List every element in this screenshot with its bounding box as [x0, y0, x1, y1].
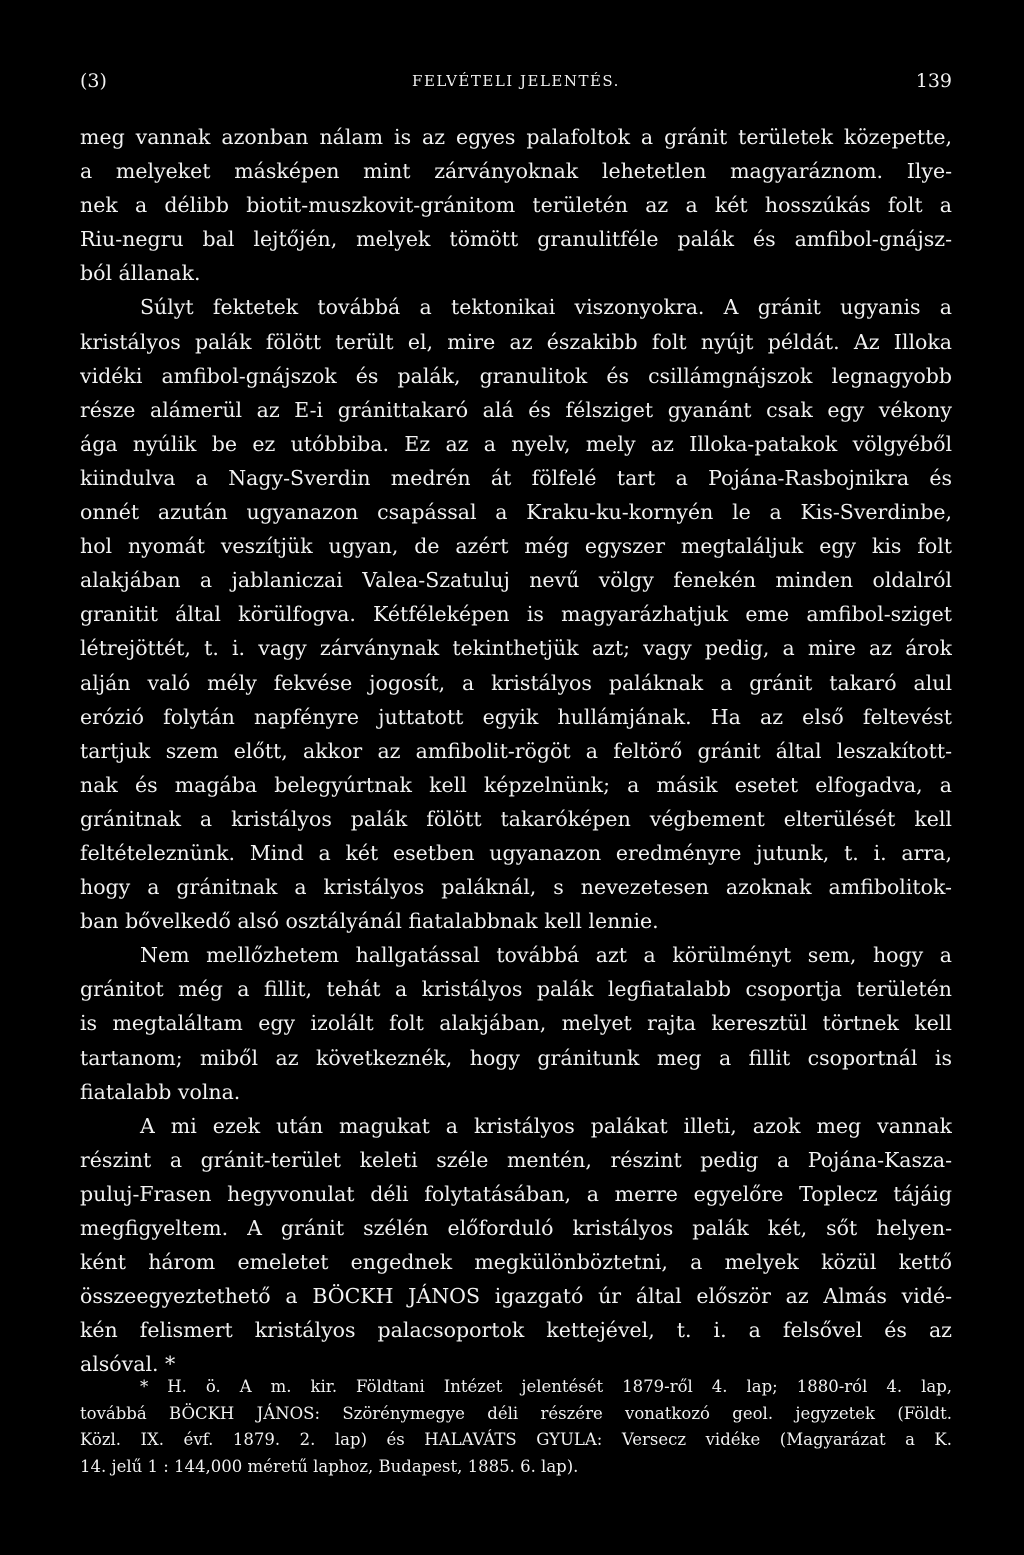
footnote-line: 14. jelű 1 : 144,000 méretű laphoz, Budapest, 1885. 6. lap).: [80, 1456, 579, 1476]
text-line: alsóval. *: [80, 1352, 176, 1377]
text-line: ként három emeletet engednek megkülönböztetni, a melyek közül kettő: [80, 1250, 952, 1275]
text-line: puluj-Frasen hegyvonulat déli folytatásában, a merre egyelőre Toplecz tájáig: [80, 1181, 952, 1206]
text-line: kristályos palák fölött terült el, mire az északibb folt nyújt példát. Az Illoka: [80, 329, 952, 354]
footnote-line: Közl. IX. évf. 1879. 2. lap) és HALAVÁTS GYULA: Versecz vidéke (Magyarázat a K.: [80, 1430, 952, 1449]
running-header: [80, 70, 952, 100]
section-number: (3): [80, 70, 107, 92]
body-text: [80, 120, 952, 1381]
text-line: granitit által körülfogva. Kétféleképen is magyarázhatjuk eme amfibol-sziget: [80, 602, 952, 627]
text-line: Riu-negru bal lejtőjén, melyek tömött granulitféle palák és amfibol-gnájsz-: [80, 227, 952, 252]
text-line: alakjában a jablaniczai Valea-Szatuluj nevű völgy fenekén minden oldalról: [80, 568, 952, 593]
text-line: ban bővelkedő alsó osztályánál fiatalabbnak kell lennie.: [80, 909, 659, 934]
text-line: kén felismert kristályos palacsoportok kettejével, t. i. a felsővel és az: [80, 1318, 952, 1343]
text-line: tartanom; miből az következnék, hogy gránitunk meg a fillit csoportnál is: [80, 1045, 952, 1070]
text-line: alján való mély fekvése jogosít, a kristályos paláknak a gránit takaró alul: [80, 670, 952, 695]
text-line: erózió folytán napfényre juttatott egyik hullámjának. Ha az első feltevést: [80, 704, 952, 729]
text-line: része alámerül az E-i gránittakaró alá és félsziget gyanánt csak egy vékony: [80, 397, 952, 422]
text-line: ága nyúlik be ez utóbbiba. Ez az a nyelv, mely az Illoka-patakok völgyéből: [80, 431, 952, 456]
text-line: Súlyt fektetek továbbá a tektonikai viszonyokra. A gránit ugyanis a: [140, 295, 952, 320]
text-line: nak és magába belegyúrtnak kell képzelnünk; a másik esetet elfogadva, a: [80, 772, 952, 797]
text-line: onnét azután ugyanazon csapással a Kraku-ku-kornyén le a Kis-Sverdinbe,: [80, 500, 952, 525]
footnote-block: [80, 1374, 952, 1480]
text-line: ból állanak.: [80, 261, 201, 286]
footnote-line: * H. ö. A m. kir. Földtani Intézet jelentését 1879-ről 4. lap; 1880-ról 4. lap,: [140, 1377, 952, 1396]
text-line: kiindulva a Nagy-Sverdin medrén át fölfelé tart a Pojána-Rasbojnikra és: [80, 465, 952, 490]
text-line: gránitot még a fillit, tehát a kristályos palák legfiatalabb csoportja területén: [80, 977, 952, 1002]
text-line: részint a gránit-terület keleti széle mentén, részint pedig a Pojána-Kasza-: [80, 1147, 952, 1172]
text-line: összeegyeztethető a BÖCKH JÁNOS igazgató úr által először az Almás vidé-: [80, 1284, 952, 1309]
text-line: megfigyeltem. A gránit szélén előforduló kristályos palák két, sőt helyen-: [80, 1216, 952, 1240]
text-line: a melyeket másképen mint zárványoknak lehetetlen magyaráznom. Ilye-: [80, 159, 952, 184]
text-line: fiatalabb volna.: [80, 1079, 241, 1104]
text-line: is megtaláltam egy izolált folt alakjában, melyet rajta keresztül törtnek kell: [80, 1011, 952, 1036]
text-line: gránitnak a kristályos palák fölött takaróképen végbement elterülését kell: [80, 806, 952, 831]
page-number: 139: [915, 70, 952, 92]
text-line: feltételeznünk. Mind a két esetben ugyanazon eredményre jutunk, t. i. arra,: [80, 840, 952, 865]
text-line: A mi ezek után magukat a kristályos palákat illeti, azok meg vannak: [140, 1113, 952, 1138]
text-line: nek a délibb biotit-muszkovit-gránitom területén az a két hosszúkás folt a: [80, 193, 952, 218]
text-line: vidéki amfibol-gnájszok és palák, granulitok és csillámgnájszok legnagyobb: [80, 363, 952, 388]
text-line: Nem mellőzhetem hallgatással továbbá azt a körülményt sem, hogy a: [140, 943, 952, 968]
running-title: FELVÉTELI JELENTÉS.: [412, 72, 620, 90]
footnote-line: továbbá BÖCKH JÁNOS: Szörénymegye déli részére vonatkozó geol. jegyzetek (Földt.: [80, 1403, 952, 1423]
text-line: meg vannak azonban nálam is az egyes palafoltok a gránit területek közepette,: [80, 125, 952, 149]
text-line: hol nyomát veszítjük ugyan, de azért még egyszer megtaláljuk egy kis folt: [80, 534, 952, 559]
text-line: létrejöttét, t. i. vagy zárványnak tekinthetjük azt; vagy pedig, a mire az árok: [80, 636, 952, 661]
text-line: hogy a gránitnak a kristályos paláknál, s nevezetesen azoknak amfibolitok-: [80, 875, 952, 900]
text-line: tartjuk szem előtt, akkor az amfibolit-rögöt a feltörő gránit által leszakított-: [80, 738, 952, 763]
